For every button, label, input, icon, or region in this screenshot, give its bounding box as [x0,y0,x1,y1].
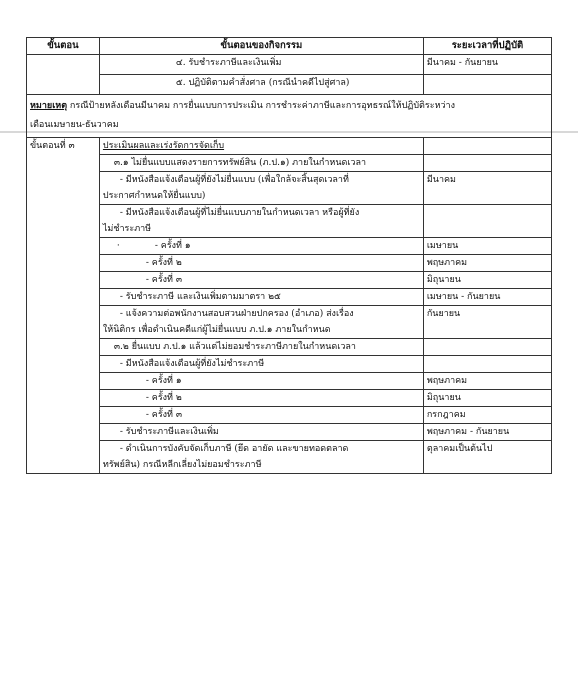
table-row [27,306,552,339]
period-cell: พฤษภาคม [423,255,551,272]
activity-cell: ๓.๒ ยื่นแบบ ภ.ป.๑ แล้วแต่ไม่ยอมชำระภาษีภายในกำหนดเวลา [99,339,423,356]
bullet-mark: · [116,241,120,251]
activity-line: ไม่ชำระภาษี [102,224,152,234]
activity-cell: ๓.๑ ไม่ยื่นแบบแสดงรายการทรัพย์สิน (ภ.ป.๑) ภายในกำหนดเวลา [99,155,423,172]
period-cell [423,75,551,95]
activity-cell: ๔. รับชำระภาษีและเงินเพิ่ม [99,55,423,75]
table-row [27,441,552,474]
period-cell: มิถุนายน [423,272,551,289]
period-cell: พฤษภาคม [423,373,551,390]
table-row [27,407,552,424]
activity-cell [99,205,423,238]
header-period: ระยะเวลาที่ปฏิบัติ [423,38,551,55]
period-cell [423,155,551,172]
activity-line: ทรัพย์สิน) กรณีหลีกเลี่ยงไม่ยอมชำระภาษี [102,460,262,470]
table-row [27,289,552,306]
note-label: หมายเหตุ [30,101,68,111]
table-header-row [27,38,552,55]
period-cell: มีนาคม - กันยายน [423,55,551,75]
note-text-line1: กรณีป้ายหลังเดือนมีนาคม การยื่นแบบการประเมิน การชำระค่าภาษีและการอุทธรณ์ให้ปฏิบัติระหว่าง [69,101,456,111]
step3-title-row [27,138,552,155]
table-row [27,373,552,390]
table-row [27,155,552,172]
period-cell [423,205,551,238]
period-cell [423,138,551,155]
table-row [27,356,552,373]
activity-text: - ครั้งที่ ๑ [154,241,191,251]
period-cell: กรกฎาคม [423,407,551,424]
activity-cell [99,238,423,255]
table-row [27,205,552,238]
activity-cell: - รับชำระภาษีและเงินเพิ่ม [99,424,423,441]
note-row [27,95,552,138]
note-text-line2: เดือนเมษายน-ธันวาคม [30,120,119,130]
activity-cell: - ครั้งที่ ๒ [99,390,423,407]
activity-line: ประกาศกำหนดให้ยื่นแบบ) [102,191,206,201]
activity-cell: - ครั้งที่ ๒ [99,255,423,272]
activity-cell: - รับชำระภาษี และเงินเพิ่มตามมาตรา ๒๕ [99,289,423,306]
activity-line: - มีหนังสือแจ้งเตือนผู้ที่ยังไม่ยื่นแบบ (เพื่อใกล้จะสิ้นสุดเวลาที่ [119,175,349,185]
table-row [27,390,552,407]
header-activity: ขั้นตอนของกิจกรรม [99,38,423,55]
activity-cell [99,441,423,474]
activity-cell [99,306,423,339]
table-row [27,339,552,356]
activity-cell: - ครั้งที่ ๓ [99,407,423,424]
table-row [27,424,552,441]
table-row [27,172,552,205]
step3-label: ขั้นตอนที่ ๓ [27,138,100,474]
step-cell-empty [27,55,100,95]
activity-line: - ดำเนินการบังคับจัดเก็บภาษี (ยึด อายัด และขายทอดตลาด [119,444,349,454]
activity-cell: - ครั้งที่ ๓ [99,272,423,289]
period-cell: เมษายน - กันยายน [423,289,551,306]
activity-cell: - ครั้งที่ ๑ [99,373,423,390]
period-cell: พฤษภาคม - กันยายน [423,424,551,441]
activity-line: ให้นิติกร เพื่อดำเนินคดีแก่ผู้ไม่ยื่นแบบ ภ.ป.๑ ภายในกำหนด [102,325,331,335]
period-cell: มิถุนายน [423,390,551,407]
period-cell [423,339,551,356]
period-cell: มีนาคม [423,172,551,205]
activity-cell [99,172,423,205]
period-cell [423,356,551,373]
period-cell: เมษายน [423,238,551,255]
schedule-table [26,37,552,474]
activity-line: - มีหนังสือแจ้งเตือนผู้ที่ไม่ยื่นแบบภายในกำหนดเวลา หรือผู้ที่ยัง [119,208,360,218]
period-cell: กันยายน [423,306,551,339]
table-row [27,255,552,272]
step3-title: ประเมินผลและเร่งรัดการจัดเก็บ [99,138,423,155]
note-cell [27,95,552,138]
table-row [27,238,552,255]
period-cell: ตุลาคมเป็นต้นไป [423,441,551,474]
table-row [27,272,552,289]
table-row [27,55,552,75]
activity-cell: - มีหนังสือแจ้งเตือนผู้ที่ยังไม่ชำระภาษี [99,356,423,373]
activity-cell: ๕. ปฏิบัติตามคำสั่งศาล (กรณีนำคดีไปสู่ศาล) [99,75,423,95]
table-row [27,75,552,95]
header-step: ขั้นตอน [27,38,100,55]
activity-line: - แจ้งความต่อพนักงานสอบสวนฝ่ายปกครอง (อำเภอ) ส่งเรื่อง [119,309,354,319]
